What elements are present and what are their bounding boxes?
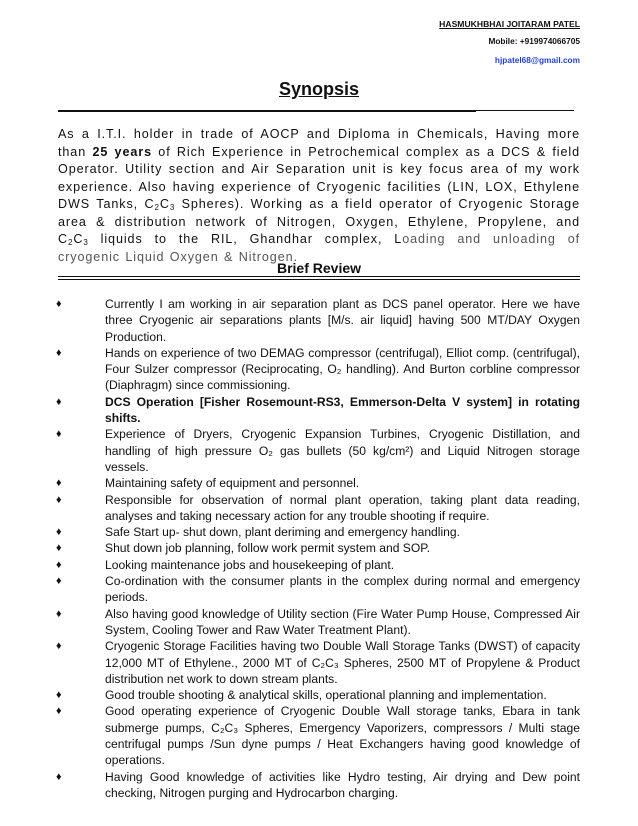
list-item: ♦ Safe Start up- shut down, plant deriming and emergency handling. bbox=[56, 525, 460, 540]
section-divider bbox=[58, 110, 476, 112]
mobile-number: Mobile: +919974066705 bbox=[488, 36, 580, 46]
diamond-bullet-icon: ♦ bbox=[56, 558, 62, 571]
list-item: ♦ Cryogenic Storage Facilities having two Double Wall Storage Tanks (DWST) of capacity 12,000 MT of Ethylene., 2000 MT of C₂C₃ Spheres, 2500 MT of Propylene & Product distribution net work to down stream plants. bbox=[56, 639, 580, 686]
brief-review-heading: Brief Review bbox=[276, 260, 362, 276]
synopsis-text-part: of Rich Experience in Petrochemical complex as a DCS & field Operator. Utility section and Air Separation unit is key focus area of my work experience. Also having experience of Cryogenic facilities (LIN, LOX, Ethylene DWS Tanks, C bbox=[58, 144, 581, 211]
synopsis-paragraph bbox=[58, 126, 580, 266]
list-item: ♦ Hands on experience of two DEMAG compressor (centrifugal), Elliot comp. (centrifugal), Four Sulzer compressor (Reciprocating, O₂ handling). And Burton corbline compressor (Diaphragm) since commissioning. bbox=[56, 345, 580, 393]
diamond-bullet-icon: ♦ bbox=[56, 298, 62, 310]
section-divider-thin bbox=[476, 110, 574, 111]
diamond-bullet-icon: ♦ bbox=[56, 395, 62, 408]
experience-years: 25 years bbox=[92, 144, 152, 159]
list-item: ♦ Looking maintenance jobs and housekeeping of plant. bbox=[56, 557, 395, 572]
synopsis-text-part: As a I.T.I. holder in trade of AOCP and Diploma in Chemicals, Having more than bbox=[58, 127, 580, 159]
diamond-bullet-icon: ♦ bbox=[56, 526, 62, 539]
subscript: 2 bbox=[68, 238, 74, 247]
synopsis-text-tail: oading and unloading of cryogenic Liquid Oxygen & Nitrogen. bbox=[58, 232, 580, 264]
diamond-bullet-icon: ♦ bbox=[56, 477, 62, 490]
diamond-bullet-icon: ♦ bbox=[56, 542, 62, 555]
diamond-bullet-icon: ♦ bbox=[56, 575, 62, 588]
list-item: ♦ Having Good knowledge of activities like Hydro testing, Air drying and Dew point checking, Nitrogen purging and Hydrocarbon charging. bbox=[56, 769, 580, 800]
synopsis-text-part: liquids to the RIL, Ghandhar complex, L bbox=[88, 232, 403, 246]
diamond-bullet-icon: ♦ bbox=[56, 705, 62, 718]
synopsis-heading: Synopsis bbox=[278, 79, 360, 99]
review-list bbox=[0, 296, 638, 801]
subscript: 3 bbox=[169, 203, 176, 212]
contact-block bbox=[439, 17, 580, 69]
synopsis-text-part: C bbox=[159, 197, 170, 211]
list-item: ♦ DCS Operation [Fisher Rosemount-RS3, Emmerson-Delta V system] in rotating shifts. bbox=[56, 394, 580, 426]
candidate-name: HASMUKHBHAI JOITARAM PATEL bbox=[439, 19, 580, 29]
list-item: ♦ Also having good knowledge of Utility section (Fire Water Pump House, Compressed Air System, Cooling Tower and Raw Water Treatment Plant). bbox=[56, 606, 580, 637]
list-item: ♦ Maintaining safety of equipment and personnel. bbox=[56, 476, 360, 491]
list-item: ♦ Experience of Dryers, Cryogenic Expansion Turbines, Cryogenic Distillation, and handling of high pressure O₂ gas bullets (50 kg/cm²) and Liquid Nitrogen storage vessels. bbox=[56, 427, 580, 474]
synopsis-text-part: C bbox=[73, 232, 84, 246]
review-divider bbox=[58, 276, 580, 280]
list-item: ♦ Good operating experience of Cryogenic Double Wall storage tanks, Ebara in tank submerge pumps, C₂C₃ Spheres, Emergency Vaporizers, compressors / Multi stage centrifugal pumps /Sun dyne pumps / Heat Exchangers having good knowledge of operations. bbox=[56, 704, 580, 768]
diamond-bullet-icon: ♦ bbox=[56, 640, 62, 653]
list-item: ♦ Co-ordination with the consumer plants in the complex during normal and emergency periods. bbox=[56, 574, 580, 605]
diamond-bullet-icon: ♦ bbox=[56, 607, 62, 620]
list-item: ♦ Currently I am working in air separation plant as DCS panel operator. Here we have three Cryogenic air separations plants [M/s. air liquid] having 500 MT/DAY Oxygen Production. bbox=[56, 297, 580, 344]
synopsis-text-part: Spheres). Working as a field operator of Cryogenic Storage area & distribution network of Nitrogen, Oxygen, Ethylene, Propylene, and C bbox=[58, 197, 580, 246]
diamond-bullet-icon: ♦ bbox=[56, 689, 62, 702]
diamond-bullet-icon: ♦ bbox=[56, 346, 62, 359]
subscript: 3 bbox=[83, 238, 89, 247]
email-address: hjpatel68@gmail.com bbox=[494, 55, 580, 65]
list-item: ♦ Responsible for observation of normal plant operation, taking plant data reading, analyses and taking necessary action for any trouble shooting if require. bbox=[56, 492, 580, 523]
diamond-bullet-icon: ♦ bbox=[56, 428, 62, 441]
list-item: ♦ Shut down job planning, follow work permit system and SOP. bbox=[56, 541, 431, 556]
diamond-bullet-icon: ♦ bbox=[56, 493, 62, 506]
list-item: ♦ Good trouble shooting & analytical skills, operational planning and implementation. bbox=[56, 688, 547, 703]
subscript: 2 bbox=[154, 203, 160, 212]
diamond-bullet-icon: ♦ bbox=[56, 770, 62, 783]
